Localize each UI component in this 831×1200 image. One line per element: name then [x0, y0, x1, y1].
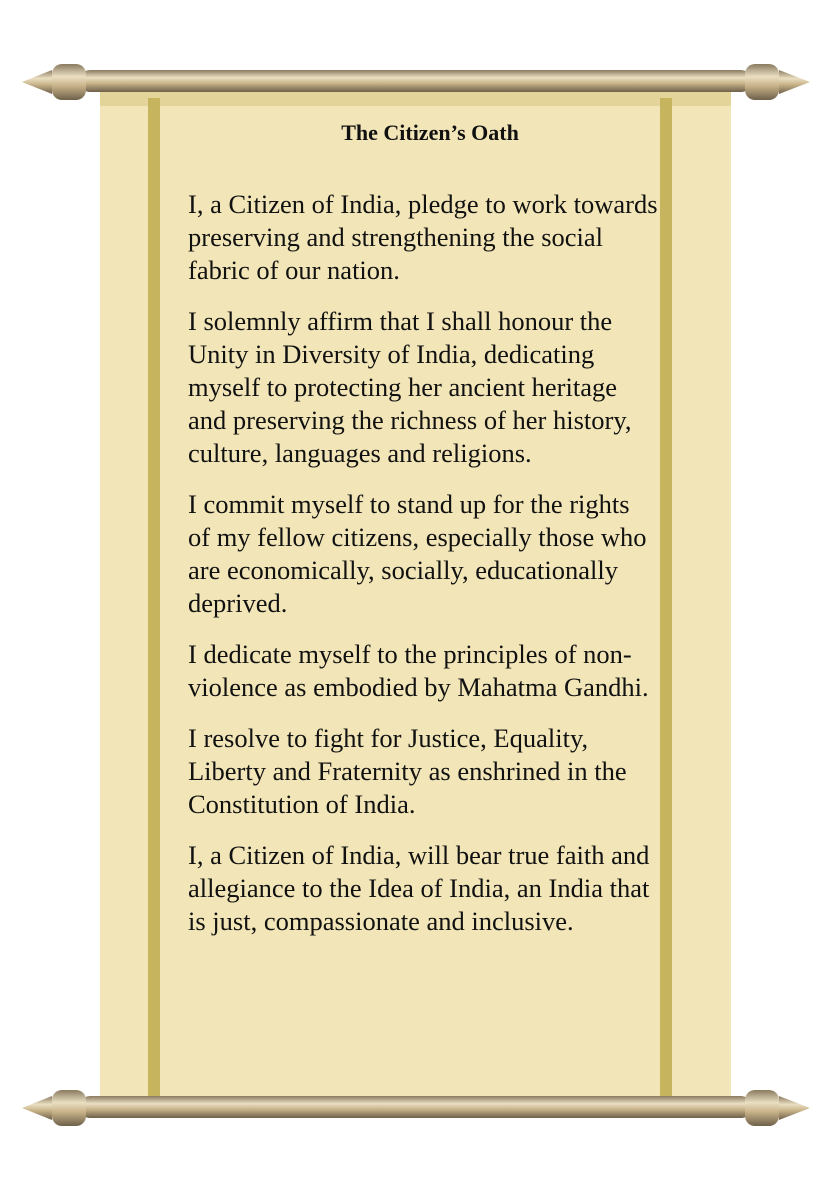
oath-content [188, 118, 658, 956]
left-border-stripe [148, 98, 160, 1102]
oath-title: The Citizen’s Oath [341, 120, 519, 145]
oath-paragraph-2: I solemnly affirm that I shall honour the Unity in Diversity of India, dedicating myself to protecting her ancient heritage and preserving the richness of her history, culture, languages and religions. [188, 306, 632, 468]
oath-paragraph-5: I resolve to fight for Justice, Equality, Liberty and Fraternity as enshrined in the Constitution of India. [188, 723, 627, 819]
oath-paragraph-4: I dedicate myself to the principles of non-violence as embodied by Mahatma Gandhi. [188, 639, 649, 702]
oath-paragraph-3: I commit myself to stand up for the rights of my fellow citizens, especially those who are economically, socially, educationally deprived. [188, 489, 647, 618]
oath-paragraph-1: I, a Citizen of India, pledge to work towards preserving and strengthening the social fabric of our nation. [188, 189, 658, 285]
top-scroll-rod [0, 56, 831, 108]
oath-paragraph-6: I, a Citizen of India, will bear true faith and allegiance to the Idea of India, an India that is just, compassionate and inclusive. [188, 840, 650, 936]
right-border-stripe [660, 98, 672, 1102]
bottom-scroll-rod [0, 1082, 831, 1134]
